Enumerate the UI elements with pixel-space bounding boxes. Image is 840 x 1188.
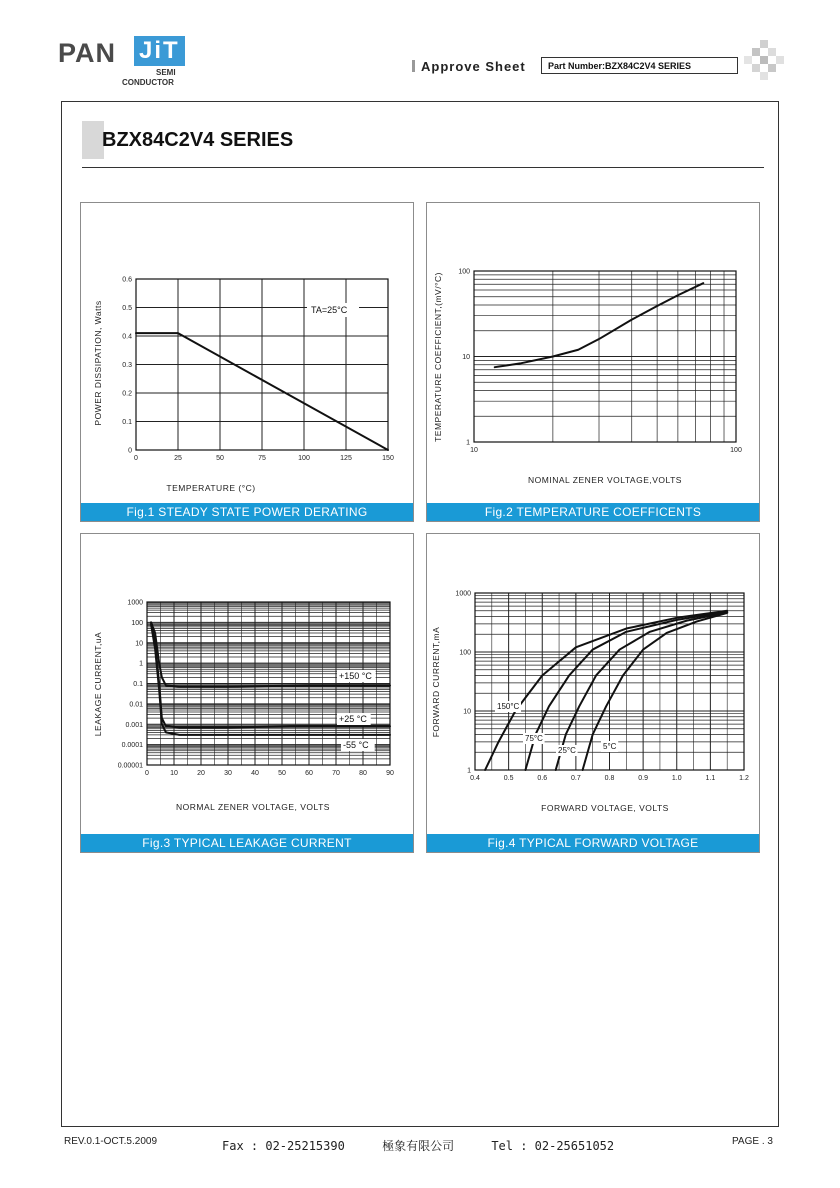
fig2-panel bbox=[426, 202, 760, 522]
x-tick-label: 0.9 bbox=[638, 775, 648, 782]
series-label: 75°C bbox=[525, 734, 543, 743]
x-tick-label: 100 bbox=[298, 455, 310, 462]
x-axis-label: TEMPERATURE (°C) bbox=[166, 483, 256, 493]
x-tick-label: 40 bbox=[251, 770, 259, 777]
fig4-caption: Fig.4 TYPICAL FORWARD VOLTAGE bbox=[427, 834, 759, 852]
y-tick-label: 0.1 bbox=[122, 419, 132, 426]
y-tick-label: 0.001 bbox=[125, 721, 143, 729]
series-label: +150 °C bbox=[339, 671, 372, 681]
x-tick-label: 0 bbox=[134, 455, 138, 462]
fig2-chart bbox=[427, 203, 761, 505]
x-tick-label: 25 bbox=[174, 455, 182, 462]
fax-number: Fax : 02-25215390 bbox=[222, 1139, 345, 1153]
y-tick-label: 0.0001 bbox=[121, 742, 143, 750]
y-tick-label: 10 bbox=[462, 354, 470, 361]
x-tick-label: 75 bbox=[258, 455, 266, 462]
fig1-chart bbox=[81, 203, 415, 505]
tel-number: Tel : 02-25651052 bbox=[491, 1139, 615, 1153]
x-tick-label: 90 bbox=[386, 770, 394, 777]
y-axis-label: LEAKAGE CURRENT,uA bbox=[93, 631, 103, 737]
y-tick-label: 100 bbox=[459, 649, 471, 657]
y-tick-label: 1 bbox=[139, 660, 143, 668]
y-tick-label: 0.1 bbox=[133, 681, 143, 688]
series-line-3 bbox=[556, 612, 727, 770]
x-tick-label: 0.5 bbox=[503, 775, 514, 782]
title-divider bbox=[82, 167, 764, 168]
y-tick-label: 0.4 bbox=[122, 333, 132, 341]
x-tick-label: 1.1 bbox=[705, 775, 716, 782]
x-tick-label: 125 bbox=[340, 455, 352, 462]
company-logo bbox=[58, 38, 198, 90]
series-label: 150°C bbox=[497, 702, 520, 711]
x-tick-label: 0.7 bbox=[571, 775, 581, 782]
part-number-box: Part Number:BZX84C2V4 SERIES bbox=[541, 57, 738, 74]
x-tick-label: 0.8 bbox=[604, 775, 615, 782]
series-label: +25 °C bbox=[339, 714, 367, 724]
x-tick-label: 50 bbox=[278, 770, 286, 777]
y-tick-label: 0.00001 bbox=[117, 762, 143, 770]
x-tick-label: 100 bbox=[730, 447, 742, 454]
fig3-chart bbox=[81, 534, 415, 836]
y-axis-label: FORWARD CURRENT,mA bbox=[431, 626, 441, 738]
x-tick-label: 150 bbox=[382, 455, 394, 462]
series-label: 5°C bbox=[603, 742, 617, 751]
fig1-caption: Fig.1 STEADY STATE POWER DERATING bbox=[81, 503, 413, 521]
approve-text: Approve Sheet bbox=[421, 59, 526, 74]
logo-conductor: CONDUCTOR bbox=[122, 78, 174, 87]
annotation-label: TA=25°C bbox=[311, 305, 348, 315]
y-tick-label: 1 bbox=[467, 767, 471, 775]
revision-label: REV.0.1-OCT.5.2009 bbox=[64, 1136, 158, 1147]
y-tick-label: 0.3 bbox=[122, 362, 132, 369]
x-tick-label: 10 bbox=[470, 447, 478, 454]
fig4-panel bbox=[426, 533, 760, 853]
y-tick-label: 100 bbox=[458, 268, 470, 276]
x-tick-label: 50 bbox=[216, 455, 224, 462]
logo-jit: JiT bbox=[134, 36, 185, 66]
company-name: 極象有限公司 bbox=[382, 1139, 455, 1153]
x-tick-label: 1.0 bbox=[671, 775, 682, 782]
x-axis-label: NOMINAL ZENER VOLTAGE,VOLTS bbox=[528, 475, 682, 485]
y-tick-label: 0.01 bbox=[129, 701, 143, 709]
x-tick-label: 20 bbox=[197, 770, 205, 777]
y-tick-label: 100 bbox=[131, 619, 143, 627]
y-tick-label: 1000 bbox=[127, 599, 143, 607]
title-accent bbox=[82, 121, 104, 159]
approve-bar-icon bbox=[412, 60, 415, 72]
fig2-caption: Fig.2 TEMPERATURE COEFFICENTS bbox=[427, 503, 759, 521]
chart2-grid bbox=[474, 271, 736, 442]
x-tick-label: 30 bbox=[224, 770, 232, 777]
page-number: PAGE . 3 bbox=[732, 1136, 773, 1147]
x-tick-label: 10 bbox=[170, 770, 178, 777]
y-axis-label: TEMPERATURE COEFFICIENT,(mV/°C) bbox=[433, 272, 443, 442]
fig4-chart bbox=[427, 534, 761, 836]
x-tick-label: 60 bbox=[305, 770, 313, 777]
fig3-caption: Fig.3 TYPICAL LEAKAGE CURRENT bbox=[81, 834, 413, 852]
checker-decoration-icon bbox=[744, 40, 784, 80]
logo-pan: PAN bbox=[58, 38, 117, 68]
page-title: BZX84C2V4 SERIES bbox=[102, 129, 294, 151]
y-tick-label: 0.2 bbox=[122, 390, 132, 398]
contact-line bbox=[222, 1137, 644, 1154]
y-tick-label: 1 bbox=[466, 439, 470, 447]
x-tick-label: 0.6 bbox=[537, 775, 548, 782]
x-axis-label: NORMAL ZENER VOLTAGE, VOLTS bbox=[176, 802, 330, 812]
y-tick-label: 1000 bbox=[455, 590, 471, 598]
series-label: 25°C bbox=[558, 746, 576, 755]
y-tick-label: 0.5 bbox=[122, 305, 132, 312]
x-tick-label: 0.4 bbox=[470, 775, 480, 782]
series-label: -55 °C bbox=[343, 740, 369, 750]
x-tick-label: 1.2 bbox=[739, 775, 749, 782]
approve-sheet-label bbox=[412, 59, 526, 74]
logo-semi: SEMI bbox=[156, 68, 176, 77]
x-tick-label: 80 bbox=[359, 770, 367, 777]
y-tick-label: 10 bbox=[463, 708, 471, 716]
y-tick-label: 0.6 bbox=[122, 276, 132, 284]
y-tick-label: 10 bbox=[135, 640, 143, 648]
fig1-panel bbox=[80, 202, 414, 522]
y-tick-label: 0 bbox=[128, 447, 132, 455]
x-tick-label: 0 bbox=[145, 770, 149, 777]
fig3-panel bbox=[80, 533, 414, 853]
x-tick-label: 70 bbox=[332, 770, 340, 777]
y-axis-label: POWER DISSIPATION, Watts bbox=[93, 300, 103, 426]
x-axis-label: FORWARD VOLTAGE, VOLTS bbox=[541, 803, 669, 813]
